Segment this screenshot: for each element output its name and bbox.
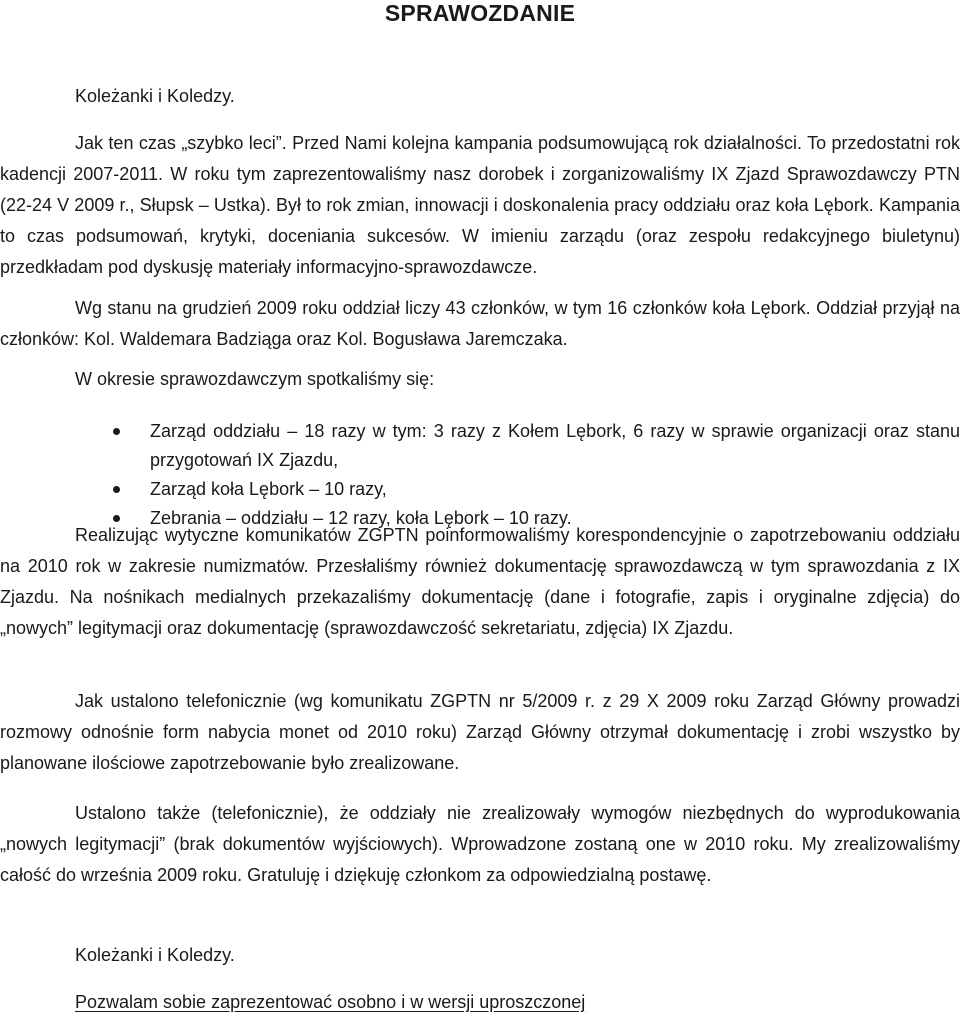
- meetings-intro: W okresie sprawozdawczym spotkaliśmy się:: [75, 369, 435, 389]
- document-title: SPRAWOZDANIE: [384, 0, 576, 26]
- list-item-text: Zarząd koła Lębork – 10 razy,: [150, 479, 387, 499]
- greeting-second: Koleżanki i Koledzy.: [75, 945, 235, 965]
- membership-paragraph: Wg stanu na grudzień 2009 roku oddział liczy 43 członków, w tym 16 członków koła Lębork. Oddział przyjął na członków: Kol. Waldemara Badziąga oraz Kol. Bogusława Jaremczaka.: [0, 298, 960, 349]
- bullet-icon: [113, 428, 120, 435]
- closing-line: Pozwalam sobie zaprezentować osobno i w wersji uproszczonej: [75, 992, 586, 1012]
- list-item-text: Zarząd oddziału – 18 razy w tym: 3 razy z Kołem Lębork, 6 razy w sprawie organizacji oraz stanu przygotowań IX Zjazdu,: [150, 421, 960, 470]
- greeting: Koleżanki i Koledzy.: [75, 86, 235, 106]
- bullet-icon: [113, 486, 120, 493]
- legitimations-paragraph: Ustalono także (telefonicznie), że oddziały nie zrealizowały wymogów niezbędnych do wyprodukowania „nowych legitymacji” (brak dokumentów wyjściowych). Wprowadzone zostaną one w 2010 roku. My zrealizowaliśmy całość do września 2009 roku. Gratuluję i dziękuję członkom za odpowiedzialną postawę.: [0, 803, 960, 885]
- list-item: [150, 417, 960, 475]
- phone-agreement-paragraph: Jak ustalono telefonicznie (wg komunikatu ZGPTN nr 5/2009 r. z 29 X 2009 roku Zarząd Główny prowadzi rozmowy odnośnie form nabycia monet od 2010 roku) Zarząd Główny otrzymał dokumentację i zrobi wszystko by planowane ilościowe zapotrzebowanie było zrealizowane.: [0, 691, 960, 773]
- list-item: [150, 475, 960, 504]
- meetings-list: [150, 417, 960, 533]
- list-item-text: Zebrania – oddziału – 12 razy, koła Lębork – 10 razy.: [150, 508, 572, 528]
- intro-paragraph: Jak ten czas „szybko leci”. Przed Nami kolejna kampania podsumowującą rok działalności. To przedostatni rok kadencji 2007-2011. W roku tym zaprezentowaliśmy nasz dorobek i zorganizowaliśmy IX Zjazd Sprawozdawczy PTN (22-24 V 2009 r., Słupsk – Ustka). Był to rok zmian, innowacji i doskonalenia pracy oddziału oraz koła Lębork. Kampania to czas podsumowań, krytyki, doceniania sukcesów. W imieniu zarządu (oraz zespołu redakcyjnego biuletynu) przedkładam pod dyskusję materiały informacyjno-sprawozdawcze.: [0, 133, 960, 277]
- guidelines-paragraph: Realizując wytyczne komunikatów ZGPTN poinformowaliśmy korespondencyjnie o zapotrzebowaniu oddziału na 2010 rok w zakresie numizmatów. Przesłaliśmy również dokumentację sprawozdawczą w tym sprawozdania z IX Zjazdu. Na nośnikach medialnych przekazaliśmy dokumentację (dane i fotografie, zapis i oryginalne zdjęcia) do „nowych” legitymacji oraz dokumentację (sprawozdawczość sekretariatu, zdjęcia) IX Zjazdu.: [0, 525, 960, 638]
